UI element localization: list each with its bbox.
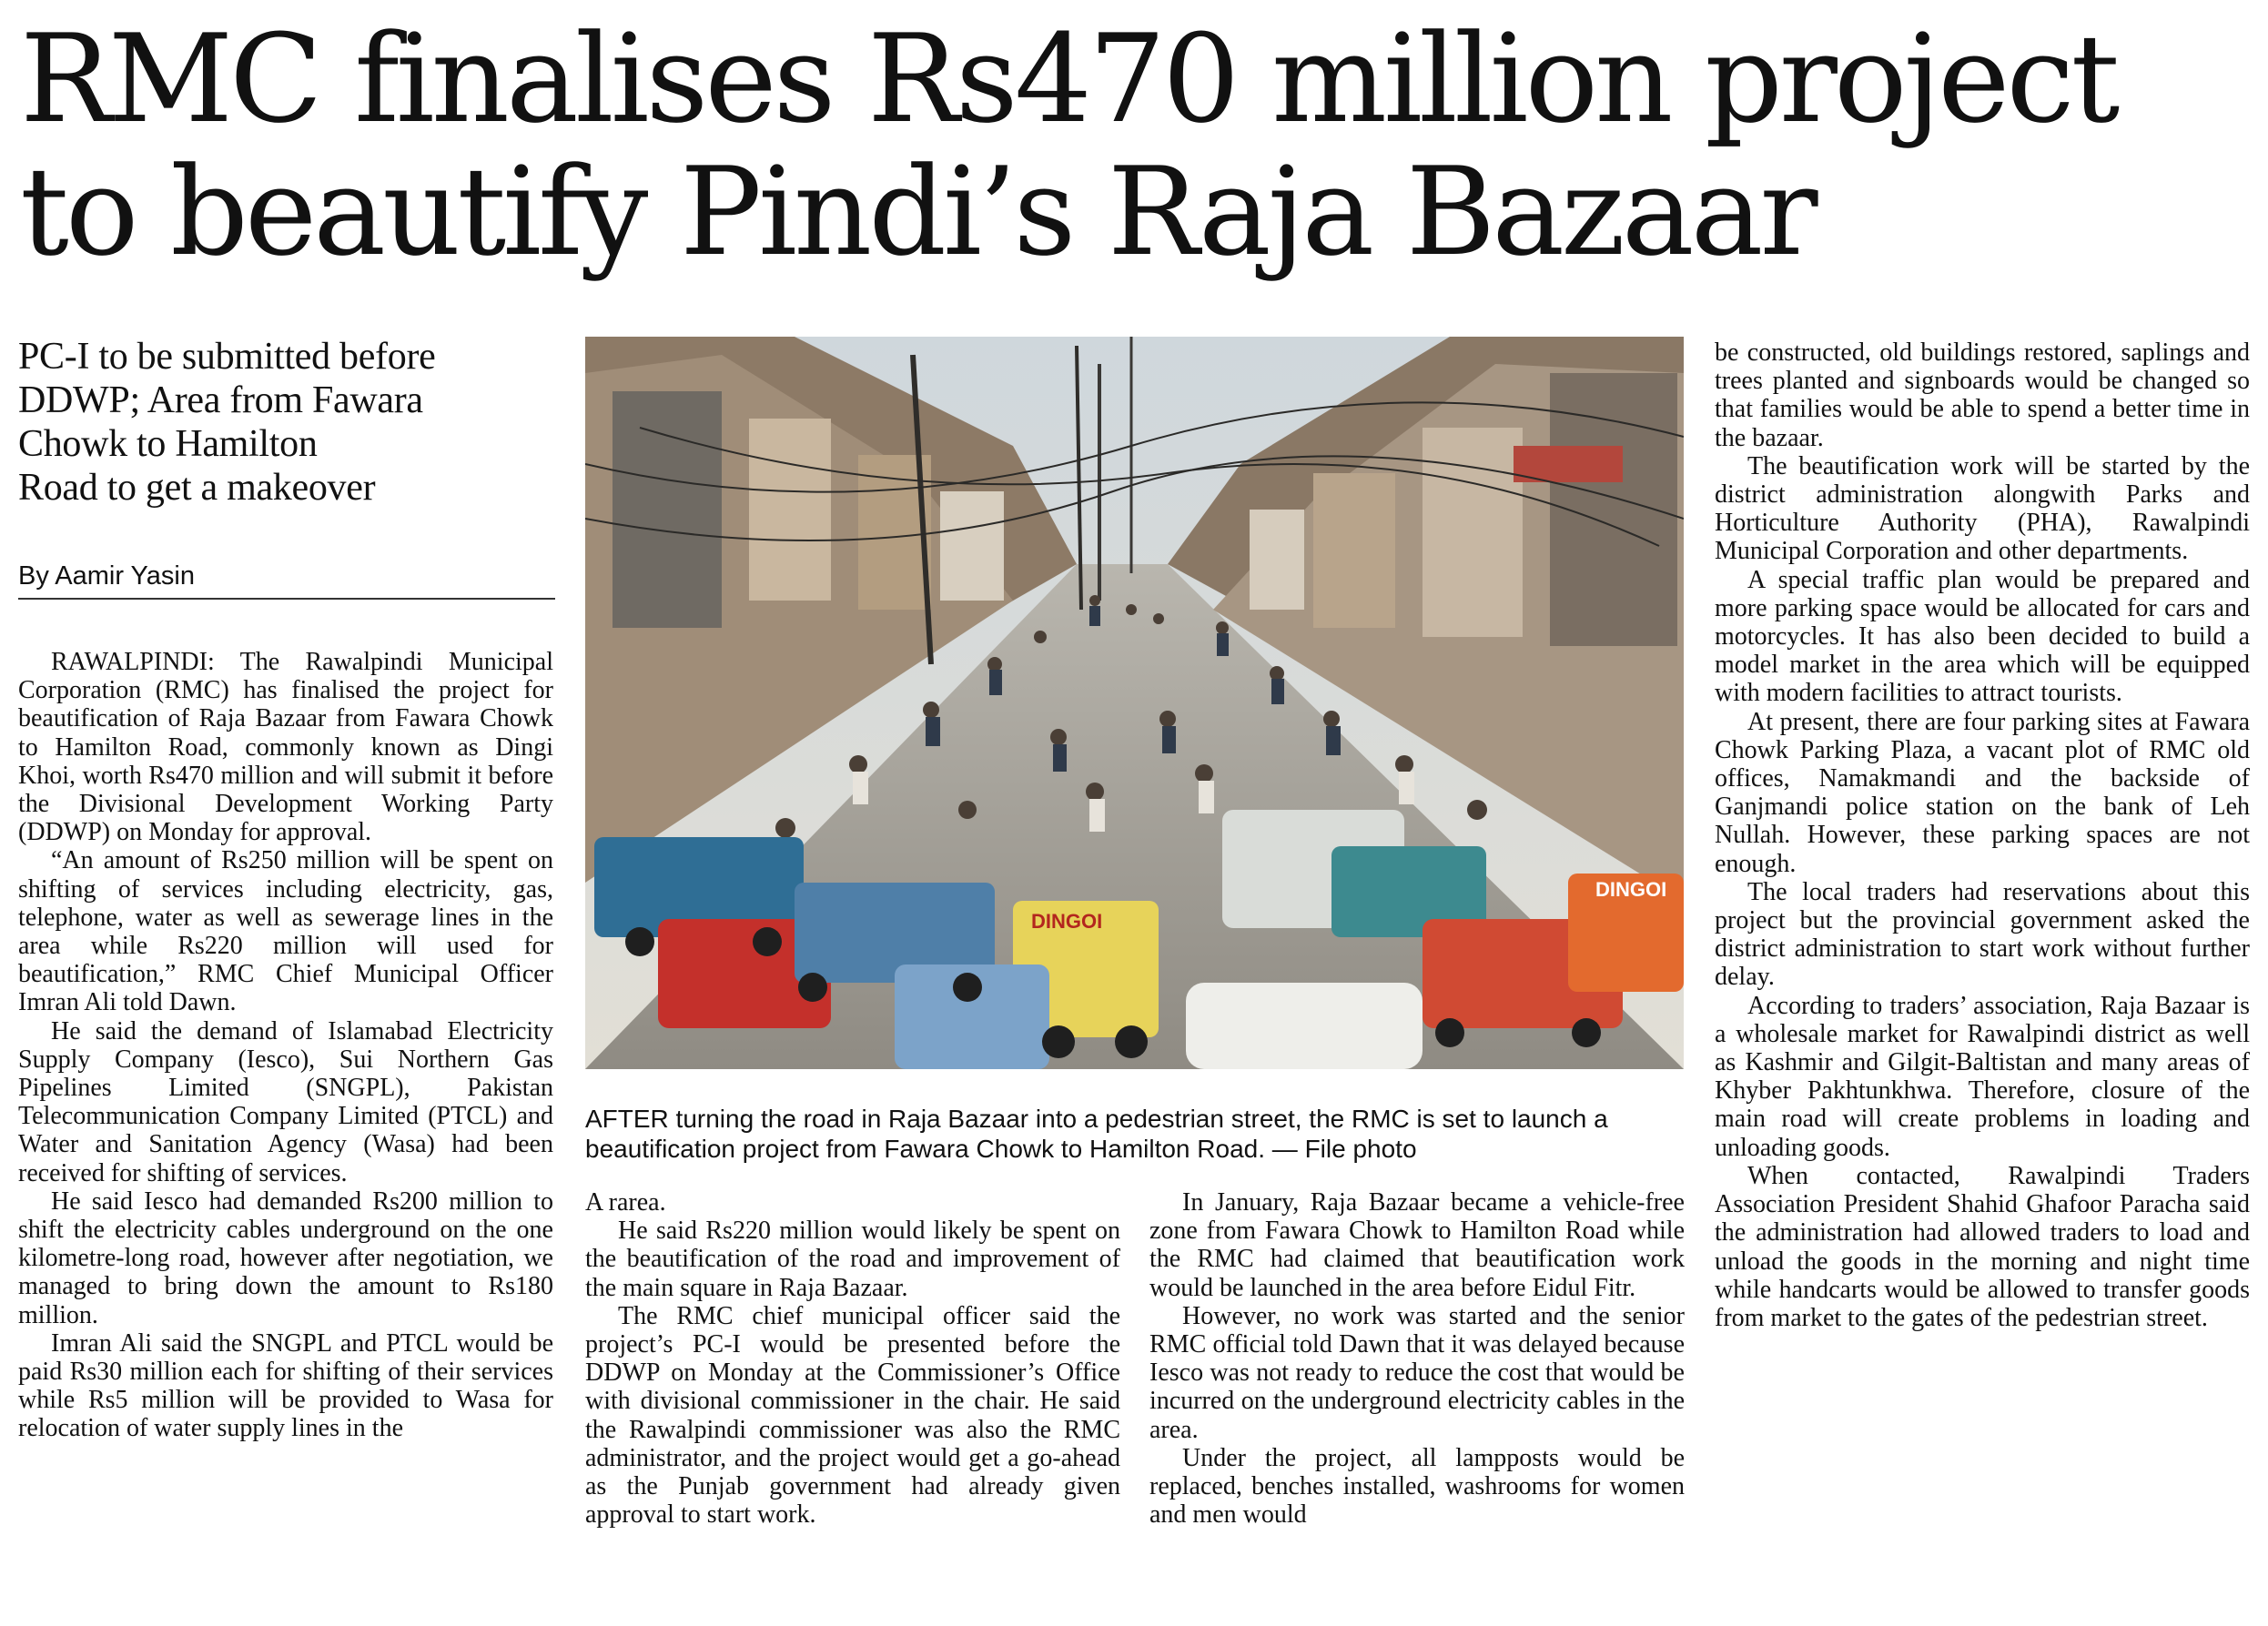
paragraph: A special traffic plan would be prepared and more parking space would be allocated for cars and motorcycles. It has also been decided to build a model market in the area which will be equipped with modern facilities to attract tourists.: [1715, 565, 2250, 708]
paragraph: When contacted, Rawalpindi Traders Association President Shahid Ghafoor Paracha said the administration had allowed traders to load and unload the goods in the morning and night time while handcarts would be allowed to transfer goods from market to the gates of the pedestrian street.: [1715, 1161, 2250, 1332]
subheadline-line-4: Road to get a makeover: [18, 467, 376, 509]
paragraph: Under the project, all lampposts would be replaced, benches installed, washrooms for women and men would: [1149, 1443, 1685, 1530]
paragraph: Imran Ali said the SNGPL and PTCL would be paid Rs30 million each for shifting of their services while Rs5 million will be provided to Wasa for relocation of water supply lines in the: [18, 1328, 553, 1443]
paragraph: “An amount of Rs250 million will be spent on shifting of services including electricity, gas, telephone, water as well as sewerage lines in the area while Rs220 million will used for beautification,” RMC Chief Municipal Officer Imran Ali told Dawn.: [18, 846, 553, 1017]
photo-caption: AFTER turning the road in Raja Bazaar into a pedestrian street, the RMC is set to launch a beautification project from Fawara Chowk to Hamilton Road. — File photo: [585, 1105, 1608, 1163]
subheadline-line-1: PC-I to be submitted before: [18, 336, 436, 378]
subheadline: [18, 335, 564, 510]
headline-line-2: to beautify Pindi’s Raja Bazaar: [20, 141, 1815, 283]
byline: By Aamir Yasin: [18, 561, 195, 591]
paragraph: At present, there are four parking sites at Fawara Chowk Parking Plaza, a vacant plot of RMC old offices, Namakmandi and the backside of Ganjmandi police station on the bank of Leh Nullah. However, these parking spaces are not enough.: [1715, 707, 2250, 878]
article-column-4: [1715, 338, 2250, 1612]
article-column-2: [585, 1188, 1120, 1616]
article-column-3: [1149, 1188, 1685, 1616]
paragraph: He said Iesco had demanded Rs200 million to shift the electricity cables underground on the one kilometre-long road, however after negotiation, we managed to bring down the amount to Rs180 million.: [18, 1187, 553, 1329]
paragraph: In January, Raja Bazaar became a vehicle-free zone from Fawara Chowk to Hamilton Road while the RMC had claimed that beautification work would be launched in the area before Eidul Fitr.: [1149, 1188, 1685, 1302]
street-scene-photo: [585, 337, 1684, 1069]
paragraph: However, no work was started and the senior RMC official told Dawn that it was delayed because Iesco was not ready to reduce the cost that would be incurred on the underground electricity cables in the area.: [1149, 1301, 1685, 1444]
paragraph: He said Rs220 million would likely be spent on the beautification of the road and improvement of the main square in Raja Bazaar.: [585, 1217, 1120, 1302]
paragraph: The RMC chief municipal officer said the project’s PC-I would be presented before the DDWP on Monday at the Commissioner’s Office with divisional commissioner in the chair. He said the Rawalpindi commissioner was also the RMC administrator, and the project would get a go-ahead as the Punjab government had already given approval to start work.: [585, 1301, 1120, 1530]
paragraph: The local traders had reservations about this project but the provincial government asked the district administration to start work without further delay.: [1715, 877, 2250, 992]
rickshaw-sign-text: DINGOI: [1595, 878, 1667, 901]
subheadline-line-2: DDWP; Area from Fawara: [18, 379, 423, 421]
subheadline-line-3: Chowk to Hamilton: [18, 423, 318, 465]
news-photo: [585, 337, 1684, 1069]
headline: [20, 8, 2250, 283]
paragraph: A rarea.: [585, 1188, 666, 1217]
paragraph: The beautification work will be started by the district administration alongwith Parks and Horticulture Authority (PHA), Rawalpindi Municipal Corporation and other departments.: [1715, 451, 2250, 566]
byline-divider: [18, 598, 555, 600]
rickshaw-sign-text: DINGOI: [1031, 910, 1103, 933]
paragraph: be constructed, old buildings restored, saplings and trees planted and signboards would be changed so that families would be able to spend a better time in the bazaar.: [1715, 338, 2250, 452]
article-column-1: [18, 648, 553, 1612]
headline-line-1: RMC finalises Rs470 million project: [20, 8, 2117, 150]
paragraph: RAWALPINDI: The Rawalpindi Municipal Corporation (RMC) has finalised the project for beautification of Raja Bazaar from Fawara Chowk to Hamilton Road, commonly known as Dingi Khoi, worth Rs470 million and will submit it before the Divisional Development Working Party (DDWP) on Monday for approval.: [18, 648, 553, 847]
paragraph: He said the demand of Islamabad Electricity Supply Company (Iesco), Sui Northern Gas Pipelines Limited (SNGPL), Pakistan Telecommunication Company Limited (PTCL) and Water and Sanitation Agency (Wasa) had been received for shifting of services.: [18, 1016, 553, 1187]
paragraph: According to traders’ association, Raja Bazaar is a wholesale market for Rawalpindi district as well as Kashmir and Gilgit-Baltistan and many areas of Khyber Pakhtunkhwa. Therefore, closure of the main road will create problems in loading and unloading goods.: [1715, 991, 2250, 1162]
